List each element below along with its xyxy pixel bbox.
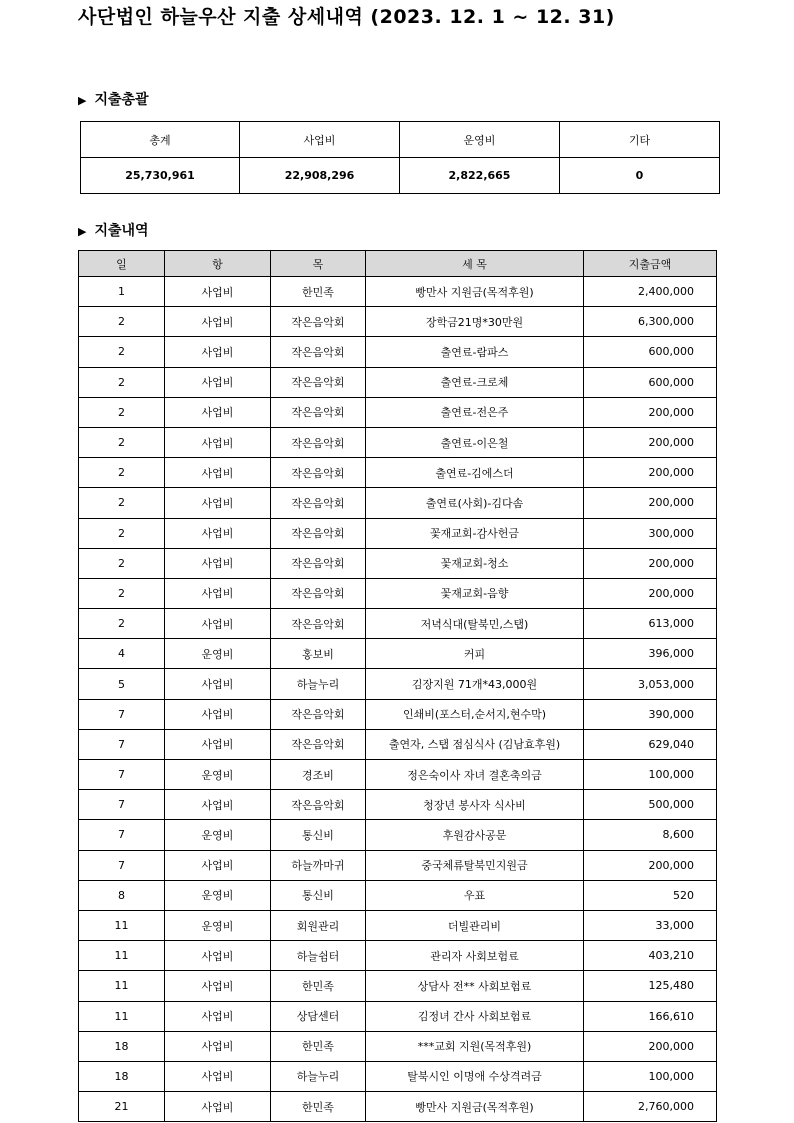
cell-item: 작은음악회 — [271, 548, 366, 578]
table-row — [79, 729, 717, 759]
cell-item: 작은음악회 — [271, 458, 366, 488]
cell-day: 7 — [79, 850, 165, 880]
header-subitem: 세 목 — [366, 251, 584, 277]
cell-amount: 390,000 — [584, 699, 717, 729]
cell-amount: 396,000 — [584, 639, 717, 669]
cell-subitem: 출연료(사회)-김다솜 — [366, 488, 584, 518]
cell-subitem: 출연료-전은주 — [366, 397, 584, 427]
summary-value-business: 22,908,296 — [240, 158, 400, 194]
cell-category: 사업비 — [165, 337, 271, 367]
cell-subitem: 후원감사공문 — [366, 820, 584, 850]
table-row — [79, 367, 717, 397]
cell-category: 사업비 — [165, 307, 271, 337]
play-triangle-icon: ▶ — [78, 225, 87, 238]
cell-category: 사업비 — [165, 1092, 271, 1122]
cell-amount: 600,000 — [584, 337, 717, 367]
cell-amount: 629,040 — [584, 729, 717, 759]
cell-category: 사업비 — [165, 1031, 271, 1061]
summary-section-label: 지출총괄 — [94, 92, 149, 108]
cell-amount: 600,000 — [584, 367, 717, 397]
summary-table — [80, 121, 720, 194]
page-title: 사단법인 하늘우산 지출 상세내역 (2023. 12. 1 ~ 12. 31) — [78, 6, 615, 28]
cell-day: 1 — [79, 277, 165, 307]
cell-category: 사업비 — [165, 669, 271, 699]
cell-item: 작은음악회 — [271, 397, 366, 427]
cell-subitem: 꽃재교회-청소 — [366, 548, 584, 578]
cell-subitem: 출연료-람파스 — [366, 337, 584, 367]
header-item: 목 — [271, 251, 366, 277]
table-row — [79, 578, 717, 608]
cell-category: 사업비 — [165, 729, 271, 759]
summary-value-total: 25,730,961 — [81, 158, 240, 194]
summary-header-row — [81, 122, 720, 158]
table-row — [79, 458, 717, 488]
cell-subitem: 정은숙이사 자녀 결혼축의금 — [366, 760, 584, 790]
cell-amount: 520 — [584, 880, 717, 910]
cell-day: 2 — [79, 518, 165, 548]
cell-subitem: 청장년 봉사자 식사비 — [366, 790, 584, 820]
cell-amount: 100,000 — [584, 760, 717, 790]
table-row — [79, 1092, 717, 1122]
cell-amount: 200,000 — [584, 1031, 717, 1061]
cell-amount: 500,000 — [584, 790, 717, 820]
cell-subitem: 김정녀 간사 사회보험료 — [366, 1001, 584, 1031]
table-row — [79, 941, 717, 971]
cell-amount: 8,600 — [584, 820, 717, 850]
table-row — [79, 397, 717, 427]
cell-item: 하늘쉼터 — [271, 941, 366, 971]
cell-amount: 2,760,000 — [584, 1092, 717, 1122]
table-row — [79, 639, 717, 669]
cell-item: 한민족 — [271, 277, 366, 307]
cell-category: 사업비 — [165, 971, 271, 1001]
cell-day: 11 — [79, 941, 165, 971]
table-row — [79, 699, 717, 729]
cell-category: 운영비 — [165, 639, 271, 669]
cell-day: 2 — [79, 427, 165, 457]
cell-subitem: 더빌관리비 — [366, 910, 584, 940]
table-row — [79, 760, 717, 790]
cell-subitem: 꽃재교회-음향 — [366, 578, 584, 608]
cell-amount: 200,000 — [584, 488, 717, 518]
cell-category: 사업비 — [165, 941, 271, 971]
cell-item: 통신비 — [271, 820, 366, 850]
cell-category: 운영비 — [165, 820, 271, 850]
table-row — [79, 850, 717, 880]
cell-day: 7 — [79, 760, 165, 790]
cell-item: 작은음악회 — [271, 729, 366, 759]
table-row — [79, 880, 717, 910]
cell-amount: 403,210 — [584, 941, 717, 971]
summary-value-row — [81, 158, 720, 194]
detail-section-label: 지출내역 — [94, 223, 149, 239]
cell-category: 사업비 — [165, 1001, 271, 1031]
table-row — [79, 820, 717, 850]
detail-header-row — [79, 251, 717, 277]
cell-amount: 100,000 — [584, 1061, 717, 1091]
cell-item: 작은음악회 — [271, 578, 366, 608]
header-category: 항 — [165, 251, 271, 277]
cell-amount: 200,000 — [584, 850, 717, 880]
cell-category: 사업비 — [165, 367, 271, 397]
summary-header-operating: 운영비 — [400, 122, 560, 158]
cell-subitem: 출연료-이은철 — [366, 427, 584, 457]
cell-day: 2 — [79, 609, 165, 639]
cell-subitem: 출연자, 스탭 점심식사 (김남효후원) — [366, 729, 584, 759]
summary-header-business: 사업비 — [240, 122, 400, 158]
cell-subitem: ***교회 지원(목적후원) — [366, 1031, 584, 1061]
cell-amount: 3,053,000 — [584, 669, 717, 699]
summary-header-other: 기타 — [560, 122, 720, 158]
table-row — [79, 337, 717, 367]
cell-day: 7 — [79, 820, 165, 850]
cell-item: 한민족 — [271, 1031, 366, 1061]
header-day: 일 — [79, 251, 165, 277]
cell-subitem: 빵만사 지원금(목적후원) — [366, 277, 584, 307]
cell-category: 사업비 — [165, 609, 271, 639]
cell-category: 사업비 — [165, 427, 271, 457]
cell-day: 8 — [79, 880, 165, 910]
table-row — [79, 518, 717, 548]
cell-category: 사업비 — [165, 850, 271, 880]
cell-item: 한민족 — [271, 1092, 366, 1122]
table-row — [79, 790, 717, 820]
cell-category: 사업비 — [165, 578, 271, 608]
cell-amount: 200,000 — [584, 427, 717, 457]
table-row — [79, 971, 717, 1001]
table-row — [79, 1001, 717, 1031]
play-triangle-icon: ▶ — [78, 94, 87, 107]
cell-item: 작은음악회 — [271, 488, 366, 518]
cell-day: 5 — [79, 669, 165, 699]
cell-item: 홍보비 — [271, 639, 366, 669]
cell-category: 사업비 — [165, 699, 271, 729]
cell-item: 통신비 — [271, 880, 366, 910]
summary-value-operating: 2,822,665 — [400, 158, 560, 194]
cell-amount: 6,300,000 — [584, 307, 717, 337]
cell-amount: 200,000 — [584, 548, 717, 578]
cell-day: 4 — [79, 639, 165, 669]
table-row — [79, 669, 717, 699]
table-row — [79, 488, 717, 518]
cell-amount: 2,400,000 — [584, 277, 717, 307]
cell-item: 작은음악회 — [271, 699, 366, 729]
cell-item: 작은음악회 — [271, 367, 366, 397]
cell-day: 18 — [79, 1031, 165, 1061]
cell-amount: 166,610 — [584, 1001, 717, 1031]
cell-category: 사업비 — [165, 548, 271, 578]
cell-day: 21 — [79, 1092, 165, 1122]
cell-category: 사업비 — [165, 518, 271, 548]
cell-amount: 613,000 — [584, 609, 717, 639]
cell-subitem: 장학금21명*30만원 — [366, 307, 584, 337]
cell-day: 11 — [79, 910, 165, 940]
cell-subitem: 인쇄비(포스터,순서지,현수막) — [366, 699, 584, 729]
table-row — [79, 427, 717, 457]
cell-subitem: 관리자 사회보험료 — [366, 941, 584, 971]
cell-subitem: 탈북시인 이명애 수상격려금 — [366, 1061, 584, 1091]
expense-detail-table — [78, 250, 717, 1122]
cell-subitem: 커피 — [366, 639, 584, 669]
table-row — [79, 1061, 717, 1091]
cell-subitem: 빵만사 지원금(목적후원) — [366, 1092, 584, 1122]
cell-subitem: 중국체류탈북민지원금 — [366, 850, 584, 880]
cell-subitem: 우표 — [366, 880, 584, 910]
cell-day: 2 — [79, 578, 165, 608]
cell-item: 작은음악회 — [271, 518, 366, 548]
cell-item: 상담센터 — [271, 1001, 366, 1031]
table-row — [79, 609, 717, 639]
cell-day: 7 — [79, 729, 165, 759]
cell-item: 한민족 — [271, 971, 366, 1001]
cell-day: 2 — [79, 397, 165, 427]
cell-day: 18 — [79, 1061, 165, 1091]
cell-item: 작은음악회 — [271, 609, 366, 639]
cell-amount: 200,000 — [584, 578, 717, 608]
cell-category: 운영비 — [165, 910, 271, 940]
cell-subitem: 상담사 전** 사회보험료 — [366, 971, 584, 1001]
summary-value-other: 0 — [560, 158, 720, 194]
cell-day: 2 — [79, 548, 165, 578]
cell-item: 경조비 — [271, 760, 366, 790]
cell-amount: 33,000 — [584, 910, 717, 940]
cell-day: 2 — [79, 367, 165, 397]
cell-category: 사업비 — [165, 458, 271, 488]
summary-header-total: 총계 — [81, 122, 240, 158]
cell-subitem: 저녁식대(탈북민,스탭) — [366, 609, 584, 639]
cell-category: 사업비 — [165, 488, 271, 518]
table-row — [79, 1031, 717, 1061]
cell-subitem: 출연료-크로체 — [366, 367, 584, 397]
cell-day: 2 — [79, 488, 165, 518]
cell-item: 하늘누리 — [271, 1061, 366, 1091]
cell-subitem: 출연료-김에스더 — [366, 458, 584, 488]
cell-day: 2 — [79, 307, 165, 337]
cell-item: 작은음악회 — [271, 427, 366, 457]
cell-day: 11 — [79, 1001, 165, 1031]
cell-item: 하늘까마귀 — [271, 850, 366, 880]
cell-category: 사업비 — [165, 397, 271, 427]
cell-item: 작은음악회 — [271, 337, 366, 367]
detail-section-heading — [78, 220, 149, 240]
cell-amount: 125,480 — [584, 971, 717, 1001]
header-amount: 지출금액 — [584, 251, 717, 277]
cell-item: 회원관리 — [271, 910, 366, 940]
cell-category: 사업비 — [165, 277, 271, 307]
cell-category: 사업비 — [165, 790, 271, 820]
summary-section-heading — [78, 89, 149, 109]
cell-amount: 200,000 — [584, 458, 717, 488]
cell-subitem: 꽃재교회-감사헌금 — [366, 518, 584, 548]
cell-item: 작은음악회 — [271, 307, 366, 337]
cell-amount: 300,000 — [584, 518, 717, 548]
cell-day: 2 — [79, 458, 165, 488]
cell-category: 운영비 — [165, 880, 271, 910]
cell-category: 사업비 — [165, 1061, 271, 1091]
cell-day: 11 — [79, 971, 165, 1001]
cell-day: 7 — [79, 790, 165, 820]
cell-amount: 200,000 — [584, 397, 717, 427]
table-row — [79, 307, 717, 337]
cell-subitem: 김장지원 71개*43,000원 — [366, 669, 584, 699]
table-row — [79, 910, 717, 940]
cell-day: 2 — [79, 337, 165, 367]
cell-category: 운영비 — [165, 760, 271, 790]
cell-item: 작은음악회 — [271, 790, 366, 820]
table-row — [79, 277, 717, 307]
cell-day: 7 — [79, 699, 165, 729]
table-row — [79, 548, 717, 578]
cell-item: 하늘누리 — [271, 669, 366, 699]
